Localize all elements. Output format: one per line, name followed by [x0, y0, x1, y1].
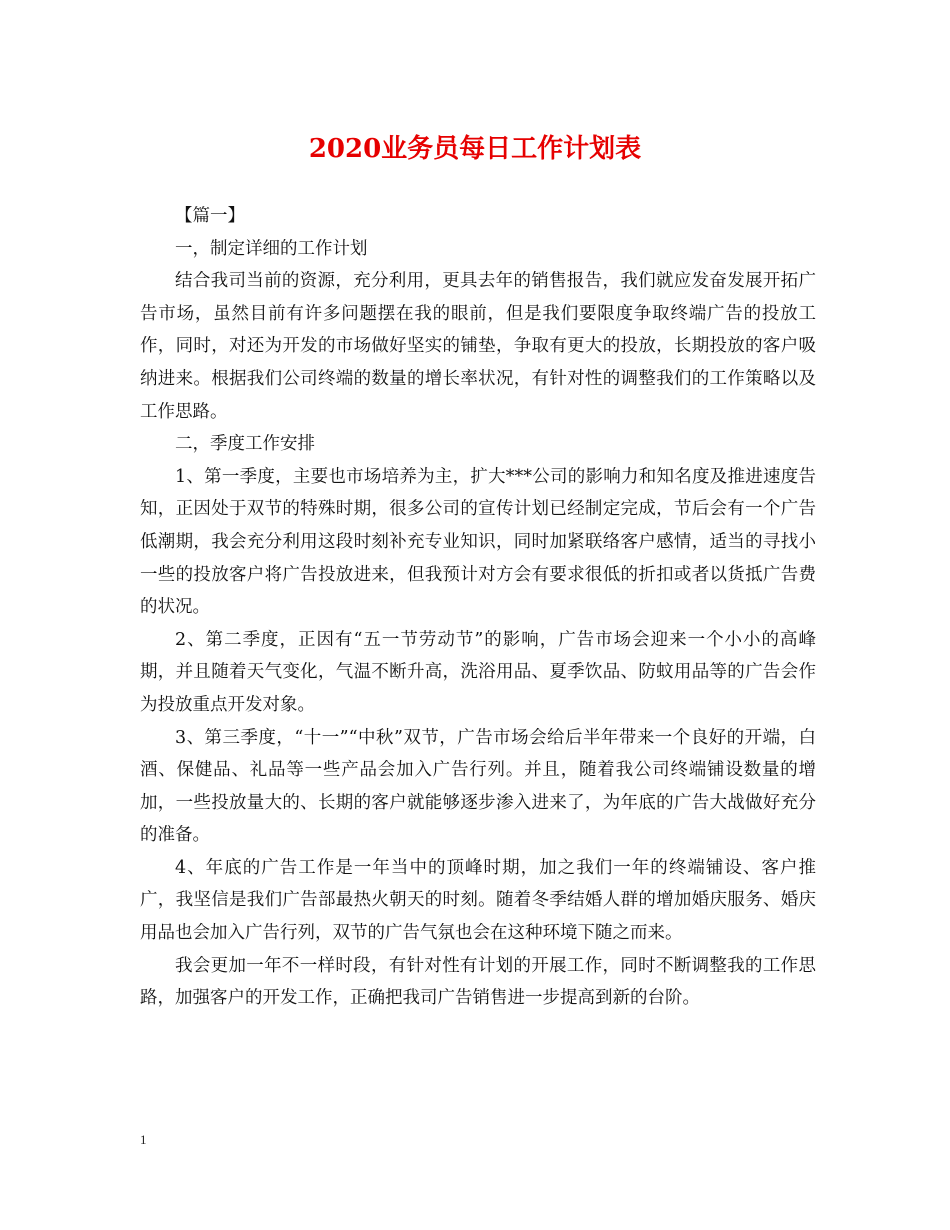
- subheading-quarterly: 二，季度工作安排: [175, 434, 315, 455]
- paragraph-q4: 4、年底的广告工作是一年当中的顶峰时期，加之我们一年的终端铺设、客户推广，我坚信是我们广告部最热火朝天的时刻。随着冬季结婚人群的增加婚庆服务、婚庆用品也会加入广告行列，双节的广告气氛也会在这种环境下随之而来。: [140, 857, 816, 944]
- page-title: 2020业务员每日工作计划表: [308, 134, 642, 164]
- section-heading: 【篇一】: [175, 206, 245, 226]
- document-body: [140, 200, 816, 1015]
- paragraph-q1: 1、第一季度，主要也市场培养为主，扩大***公司的影响力和知名度及推进速度告知，正因处于双节的特殊时期，很多公司的宣传计划已经制定完成，节后会有一个广告低潮期，我会充分利用这段时刻补充专业知识，同时加紧联络客户感情，适当的寻找小一些的投放客户将广告投放进来，但我预计对方会有要求很低的折扣或者以货抵广告费的状况。: [140, 466, 816, 618]
- page-number: 1: [140, 1132, 147, 1147]
- paragraph-q2: 2、第二季度，正因有“五一节劳动节”的影响，广告市场会迎来一个小小的高峰期，并且随着天气变化，气温不断升高，洗浴用品、夏季饮品、防蚊用品等的广告会作为投放重点开发对象。: [140, 629, 816, 715]
- subheading-plan: 一，制定详细的工作计划: [175, 238, 368, 259]
- paragraph-conclusion: 我会更加一年不一样时段，有针对性有计划的开展工作，同时不断调整我的工作思路，加强客户的开发工作，正确把我司广告销售进一步提高到新的台阶。: [140, 955, 816, 1009]
- paragraph-plan: 结合我司当前的资源，充分利用，更具去年的销售报告，我们就应发奋发展开拓广告市场，虽然目前有许多问题摆在我的眼前，但是我们要限度争取终端广告的投放工作，同时，对还为开发的市场做好坚实的铺垫，争取有更大的投放，长期投放的客户吸纳进来。根据我们公司终端的数量的增长率状况，有针对性的调整我们的工作策略以及工作思路。: [140, 271, 816, 422]
- paragraph-q3: 3、第三季度，“十一”“中秋”双节，广告市场会给后半年带来一个良好的开端，白酒、保健品、礼品等一些产品会加入广告行列。并且，随着我公司终端铺设数量的增加，一些投放量大的、长期的客户就能够逐步渗入进来了，为年底的广告大战做好充分的准备。: [140, 727, 816, 846]
